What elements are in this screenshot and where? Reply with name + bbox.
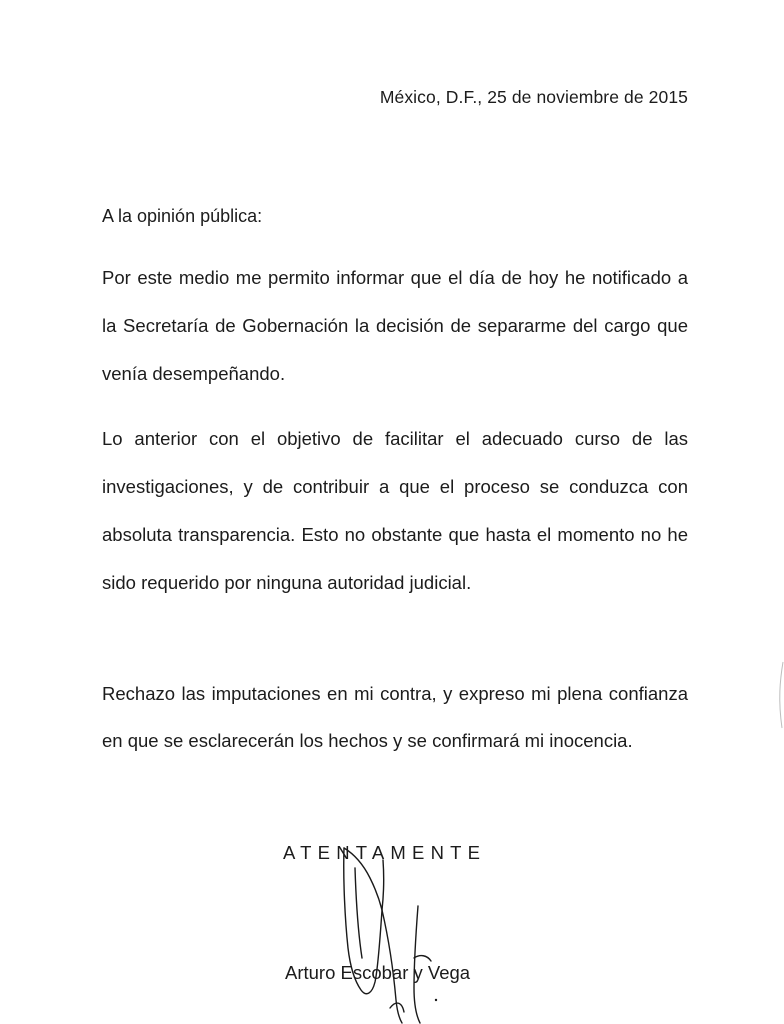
handwritten-signature [330,840,460,1024]
signer-name: Arturo Escobar y Vega [285,962,471,983]
closing-atentamente: ATENTAMENTE [283,842,487,863]
paragraph-1: Por este medio me permito informar que el día de hoy he notificado a la Secretaría de Gobernación la decisión de separarme del cargo que venía desempeñando. [102,267,688,384]
paragraph-3: Rechazo las imputaciones en mi contra, y expreso mi plena confianza en que se esclarecerán los hechos y se confirmará mi inocencia. [102,683,688,751]
date-line: México, D.F., 25 de noviembre de 2015 [379,87,688,107]
paragraph-2: Lo anterior con el objetivo de facilitar el adecuado curso de las investigaciones, y de contribuir a que el proceso se conduzca con absoluta transparencia. Esto no obstante que hasta el momento no he sido requerido por ninguna autoridad judicial. [102,428,688,593]
salutation: A la opinión pública: [102,206,263,226]
scan-edge-mark [774,660,784,730]
